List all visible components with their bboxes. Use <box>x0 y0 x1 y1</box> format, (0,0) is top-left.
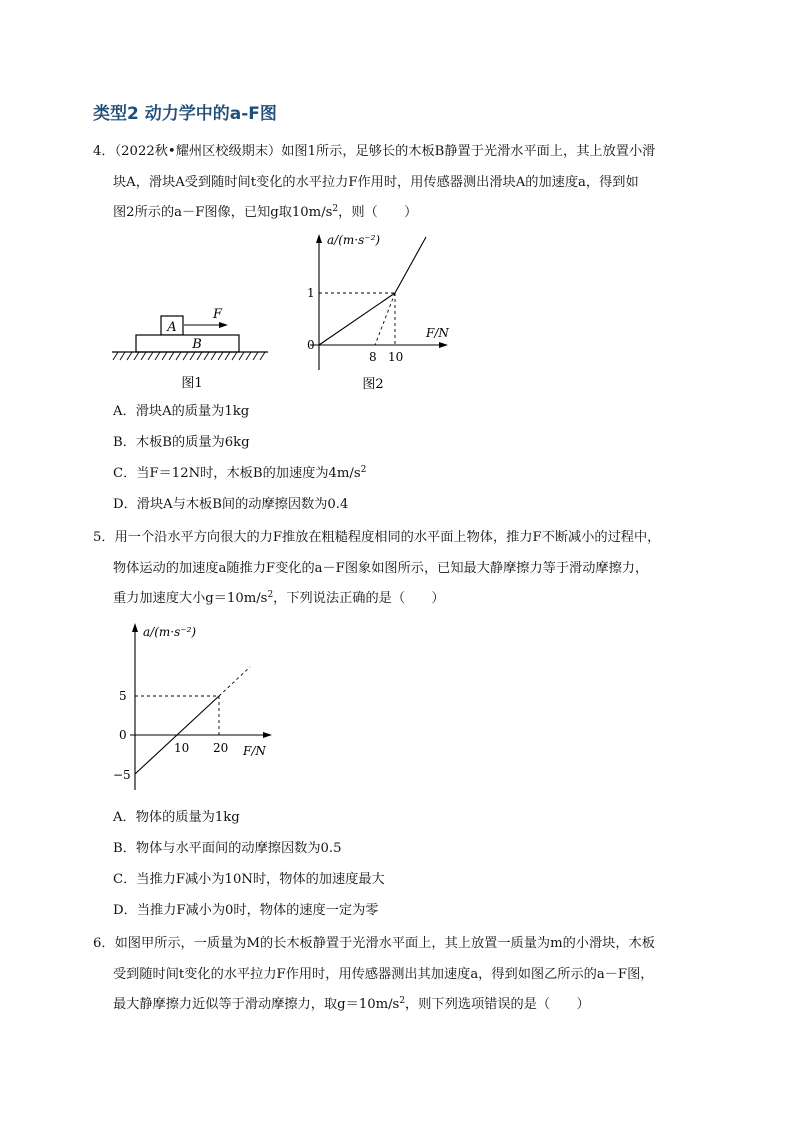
q4-figure-1 <box>108 300 273 395</box>
q5-tick-y5: 5 <box>119 689 127 703</box>
q5-line-2: 物体运动的加速度a随推力F变化的a－F图象如图所示，已知最大静摩擦力等于滑动摩擦力， <box>113 561 649 576</box>
fig2-ylabel: a/(m·s⁻²) <box>327 233 381 247</box>
q5-tick-x10: 10 <box>174 741 190 755</box>
force-arrow-head <box>219 322 228 328</box>
section-title: 类型2 动力学中的a-F图 <box>93 104 277 124</box>
q4-line-2: 块A，滑块A受到随时间t变化的水平拉力F作用时，用传感器测出滑块A的加速度a，得到如 <box>113 175 639 190</box>
q6-line-3: 最大静摩擦力近似等于滑动摩擦力，取$g=10m/s^2$，则下列选项错误的是（ ） <box>113 996 590 1012</box>
fig2-line-segment-2 <box>395 237 426 293</box>
fig2-caption: 图2 <box>362 377 384 392</box>
fig2-tick-origin: 0 <box>307 338 315 352</box>
q4-option-b[interactable]: B．木板B的质量为6kg <box>113 435 250 450</box>
force-label: F <box>213 307 223 322</box>
q5-option-c[interactable]: C．当推力F减小为10N时，物体的加速度最大 <box>113 872 385 887</box>
q5-option-a[interactable]: A．物体的质量为1kg <box>113 810 240 825</box>
q5-line-1: 5．用一个沿水平方向很大的力F推放在粗糙程度相同的水平面上物体，推力F不断减小的过程中， <box>93 530 661 545</box>
q5-x-arrow <box>263 732 272 738</box>
q5-y-arrow <box>132 623 138 632</box>
q4-option-c[interactable]: C．当F＝12N时，木板B的加速度为$4m/s^2$ <box>113 465 367 481</box>
fig1-caption: 图1 <box>181 376 203 391</box>
q5-line-3: 重力加速度大小$g=10m/s^2$，下列说法正确的是（ ） <box>113 590 445 606</box>
q4-line-1: 4．（2022秋•耀州区校级期末）如图1所示，足够长的木板B静置于光滑水平面上，其上放置小滑 <box>93 144 656 159</box>
q4-option-a[interactable]: A．滑块A的质量为1kg <box>113 404 250 419</box>
q4-figure-2 <box>300 230 470 395</box>
board-b <box>136 335 239 352</box>
q4-option-d[interactable]: D．滑块A与木板B间的动摩擦因数为0.4 <box>113 497 349 512</box>
q5-tick-x20: 20 <box>213 741 229 755</box>
q4-line-3: 图2所示的a－F图像，已知g取$10m/s^2$，则（ ） <box>113 204 418 220</box>
q5-dashed-extension <box>219 667 250 696</box>
fig2-tick-y1: 1 <box>307 286 315 300</box>
fig2-tick-x8: 8 <box>369 350 377 364</box>
ground-hatch <box>113 352 265 360</box>
q5-option-d[interactable]: D．当推力F减小为0时，物体的速度一定为零 <box>113 903 379 918</box>
q5-xlabel: F/N <box>243 744 266 758</box>
q5-tick-ym5: −5 <box>113 768 131 782</box>
fig2-y-arrow <box>316 234 322 243</box>
fig2-x-arrow <box>439 342 448 348</box>
board-b-label: B <box>192 337 202 352</box>
q5-option-b[interactable]: B．物体与水平面间的动摩擦因数为0.5 <box>113 841 342 856</box>
fig2-xlabel: F/N <box>426 326 449 340</box>
fig2-line-segment-1 <box>319 293 395 345</box>
q6-line-1: 6．如图甲所示，一质量为M的长木板静置于光滑水平面上，其上放置一质量为m的小滑块，木板 <box>93 936 655 951</box>
q6-line-2: 受到随时间t变化的水平拉力F作用时，用传感器测出其加速度a，得到如图乙所示的a－F图， <box>113 967 654 982</box>
fig2-dash-extension <box>375 293 395 345</box>
block-a-label: A <box>167 320 177 335</box>
q5-graph <box>110 618 285 793</box>
fig2-tick-x10: 10 <box>388 350 404 364</box>
q5-tick-y0: 0 <box>119 728 127 742</box>
q5-ylabel: a/(m·s⁻²) <box>143 625 197 639</box>
